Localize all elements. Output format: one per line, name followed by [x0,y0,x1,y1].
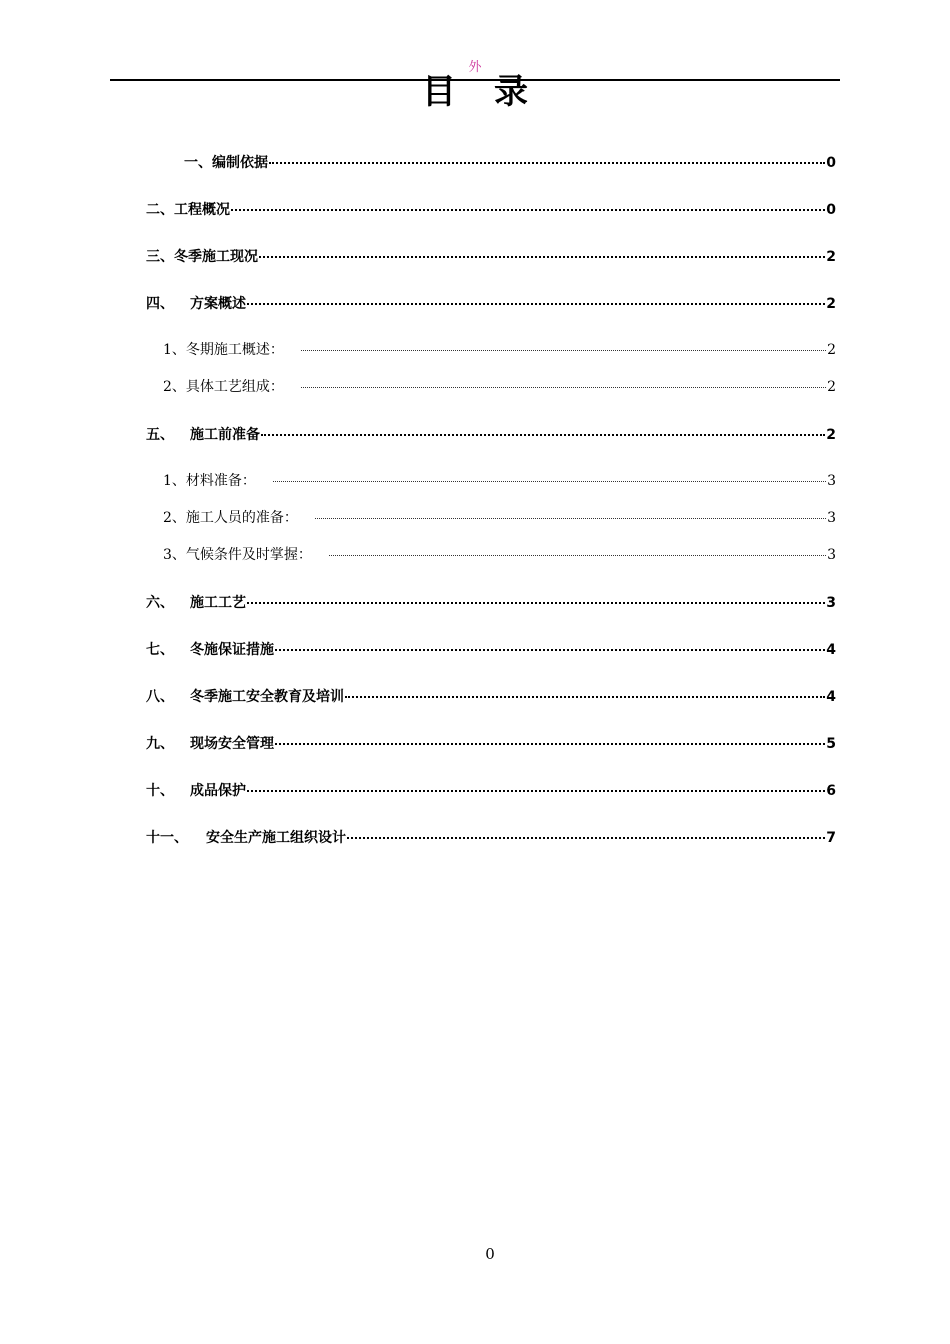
toc-dot-leader [273,481,826,482]
toc-entry-number: 三、 [146,249,174,265]
toc-entry-page: 3 [827,473,836,489]
toc-entry-label: 方案概述 [190,296,246,312]
toc-entry-material-preparation[interactable] [163,470,836,490]
toc-dot-leader [275,743,825,745]
toc-entry-safety-education-training[interactable] [146,686,836,706]
toc-entry-number: 1、 [163,473,186,489]
header-mark: 外 [468,60,482,75]
toc-entry-label: 材料准备： [185,473,256,489]
toc-entry-number: 九、 [146,736,174,752]
toc-entry-page: 2 [827,342,836,358]
toc-entry-page: 3 [827,547,836,563]
toc-entry-page: 4 [826,689,836,705]
toc-entry-number: 2、 [163,379,186,395]
toc-entry-compilation-basis[interactable] [184,152,836,172]
toc-entry-personnel-preparation[interactable] [163,507,836,527]
toc-entry-project-overview[interactable] [146,199,836,219]
toc-dot-leader [247,303,825,305]
toc-entry-label: 成品保护 [190,783,246,799]
toc-entry-label: 冬施保证措施 [190,642,274,658]
toc-dot-leader [329,555,826,556]
toc-entry-label: 施工前准备 [190,427,260,443]
toc-dot-leader [247,790,825,792]
toc-entry-plan-summary[interactable] [146,293,836,313]
toc-entry-site-safety-management[interactable] [146,733,836,753]
toc-entry-number: 八、 [146,689,174,705]
toc-entry-page: 5 [826,736,836,752]
toc-dot-leader [269,162,825,164]
toc-entry-number: 一、 [184,155,212,171]
toc-dot-leader [315,518,826,519]
toc-entry-number: 2、 [163,510,186,526]
toc-entry-number: 十、 [146,783,174,799]
toc-entry-page: 2 [826,249,836,265]
toc-entry-number: 二、 [146,202,174,218]
toc-entry-winter-period-summary[interactable] [163,339,836,359]
toc-entry-page: 3 [827,510,836,526]
toc-dot-leader [345,696,825,698]
toc-entry-pre-construction-preparation[interactable] [146,424,836,444]
toc-dot-leader [301,350,826,351]
toc-entry-label: 编制依据 [212,155,268,171]
toc-entry-page: 3 [826,595,836,611]
toc-entry-label: 施工工艺 [190,595,246,611]
toc-entry-number: 十一、 [146,830,188,846]
toc-entry-label: 工程概况 [174,202,230,218]
toc-entry-number: 七、 [146,642,174,658]
toc-entry-label: 冬季施工现况 [174,249,258,265]
toc-dot-leader [261,434,825,436]
toc-entry-number: 四、 [146,296,174,312]
footer-page-number: 0 [485,1245,495,1263]
toc-title: 目录 [422,72,566,112]
toc-entry-number: 3、 [163,547,186,563]
toc-entry-safety-construction-design[interactable] [146,827,836,847]
toc-entry-label: 现场安全管理 [190,736,274,752]
toc-entry-page: 2 [826,296,836,312]
toc-entry-label: 气候条件及时掌握： [185,547,312,563]
toc-entry-page: 6 [826,783,836,799]
toc-entry-number: 五、 [146,427,174,443]
toc-entry-label: 冬期施工概述： [185,342,284,358]
toc-entry-process-composition[interactable] [163,376,836,396]
toc-entry-page: 2 [826,427,836,443]
toc-dot-leader [259,256,825,258]
toc-dot-leader [231,209,825,211]
toc-entry-page: 0 [826,155,836,171]
toc-dot-leader [347,837,825,839]
toc-entry-finished-product-protection[interactable] [146,780,836,800]
toc-entry-winter-guarantee-measures[interactable] [146,639,836,659]
toc-entry-label: 施工人员的准备： [185,510,298,526]
toc-entry-page: 0 [826,202,836,218]
toc-entry-number: 1、 [163,342,186,358]
toc-dot-leader [247,602,825,604]
toc-entry-construction-process[interactable] [146,592,836,612]
toc-entry-climate-monitoring[interactable] [163,544,836,564]
toc-entry-label: 冬季施工安全教育及培训 [190,689,344,705]
toc-dot-leader [275,649,825,651]
toc-entry-label: 具体工艺组成： [185,379,284,395]
toc-entry-page: 7 [826,830,836,846]
toc-entry-page: 2 [827,379,836,395]
toc-entry-number: 六、 [146,595,174,611]
toc-entry-page: 4 [826,642,836,658]
toc-entry-winter-construction-status[interactable] [146,246,836,266]
toc-entry-label: 安全生产施工组织设计 [206,830,346,846]
toc-dot-leader [301,387,826,388]
